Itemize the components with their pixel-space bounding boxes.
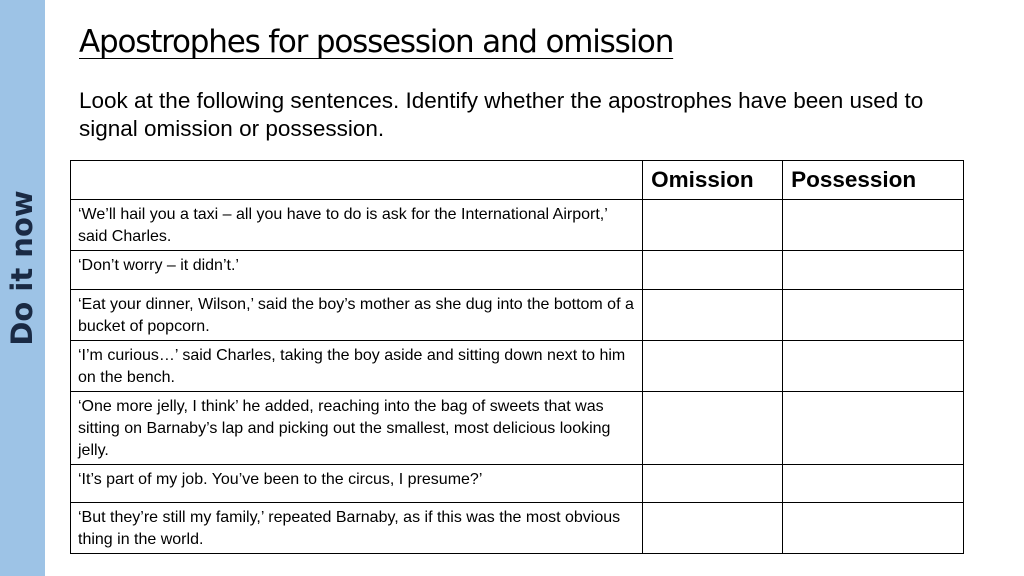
possession-cell[interactable] [783,503,964,554]
header-row [71,161,964,200]
table-row [71,200,964,251]
sentence-cell: ‘We’ll hail you a taxi – all you have to do is ask for the International Airport,’ said Charles. [71,200,643,251]
omission-cell[interactable] [643,251,783,290]
sentence-cell: ‘It’s part of my job. You’ve been to the circus, I presume?’ [71,465,643,503]
header-omission: Omission [643,161,783,200]
sentence-cell: ‘But they’re still my family,’ repeated Barnaby, as if this was the most obvious thing in the world. [71,503,643,554]
possession-cell[interactable] [783,392,964,465]
table-row [71,341,964,392]
instructions: Look at the following sentences. Identify whether the apostrophes have been used to signal omission or possession. [79,88,924,141]
table-row [71,251,964,290]
omission-cell[interactable] [643,503,783,554]
omission-cell[interactable] [643,200,783,251]
omission-cell[interactable] [643,290,783,341]
omission-cell[interactable] [643,341,783,392]
sidebar [0,0,45,576]
table-row [71,503,964,554]
table-row [71,290,964,341]
possession-cell[interactable] [783,251,964,290]
possession-cell[interactable] [783,290,964,341]
apostrophe-table [70,160,964,554]
sidebar-label: Do it now [5,190,39,346]
possession-cell[interactable] [783,200,964,251]
table-row [71,465,964,503]
sentence-cell: ‘One more jelly, I think’ he added, reaching into the bag of sweets that was sitting on Barnaby’s lap and picking out the smallest, most delicious looking jelly. [71,392,643,465]
table-row [71,392,964,465]
header-sentence [71,161,643,200]
page-title: Apostrophes for possession and omission [79,24,674,60]
sentence-cell: ‘Don’t worry – it didn’t.’ [71,251,643,290]
omission-cell[interactable] [643,392,783,465]
omission-cell[interactable] [643,465,783,503]
header-possession: Possession [783,161,964,200]
possession-cell[interactable] [783,341,964,392]
possession-cell[interactable] [783,465,964,503]
sentence-cell: ‘I’m curious…’ said Charles, taking the boy aside and sitting down next to him on the bench. [71,341,643,392]
sentence-cell: ‘Eat your dinner, Wilson,’ said the boy’s mother as she dug into the bottom of a bucket of popcorn. [71,290,643,341]
